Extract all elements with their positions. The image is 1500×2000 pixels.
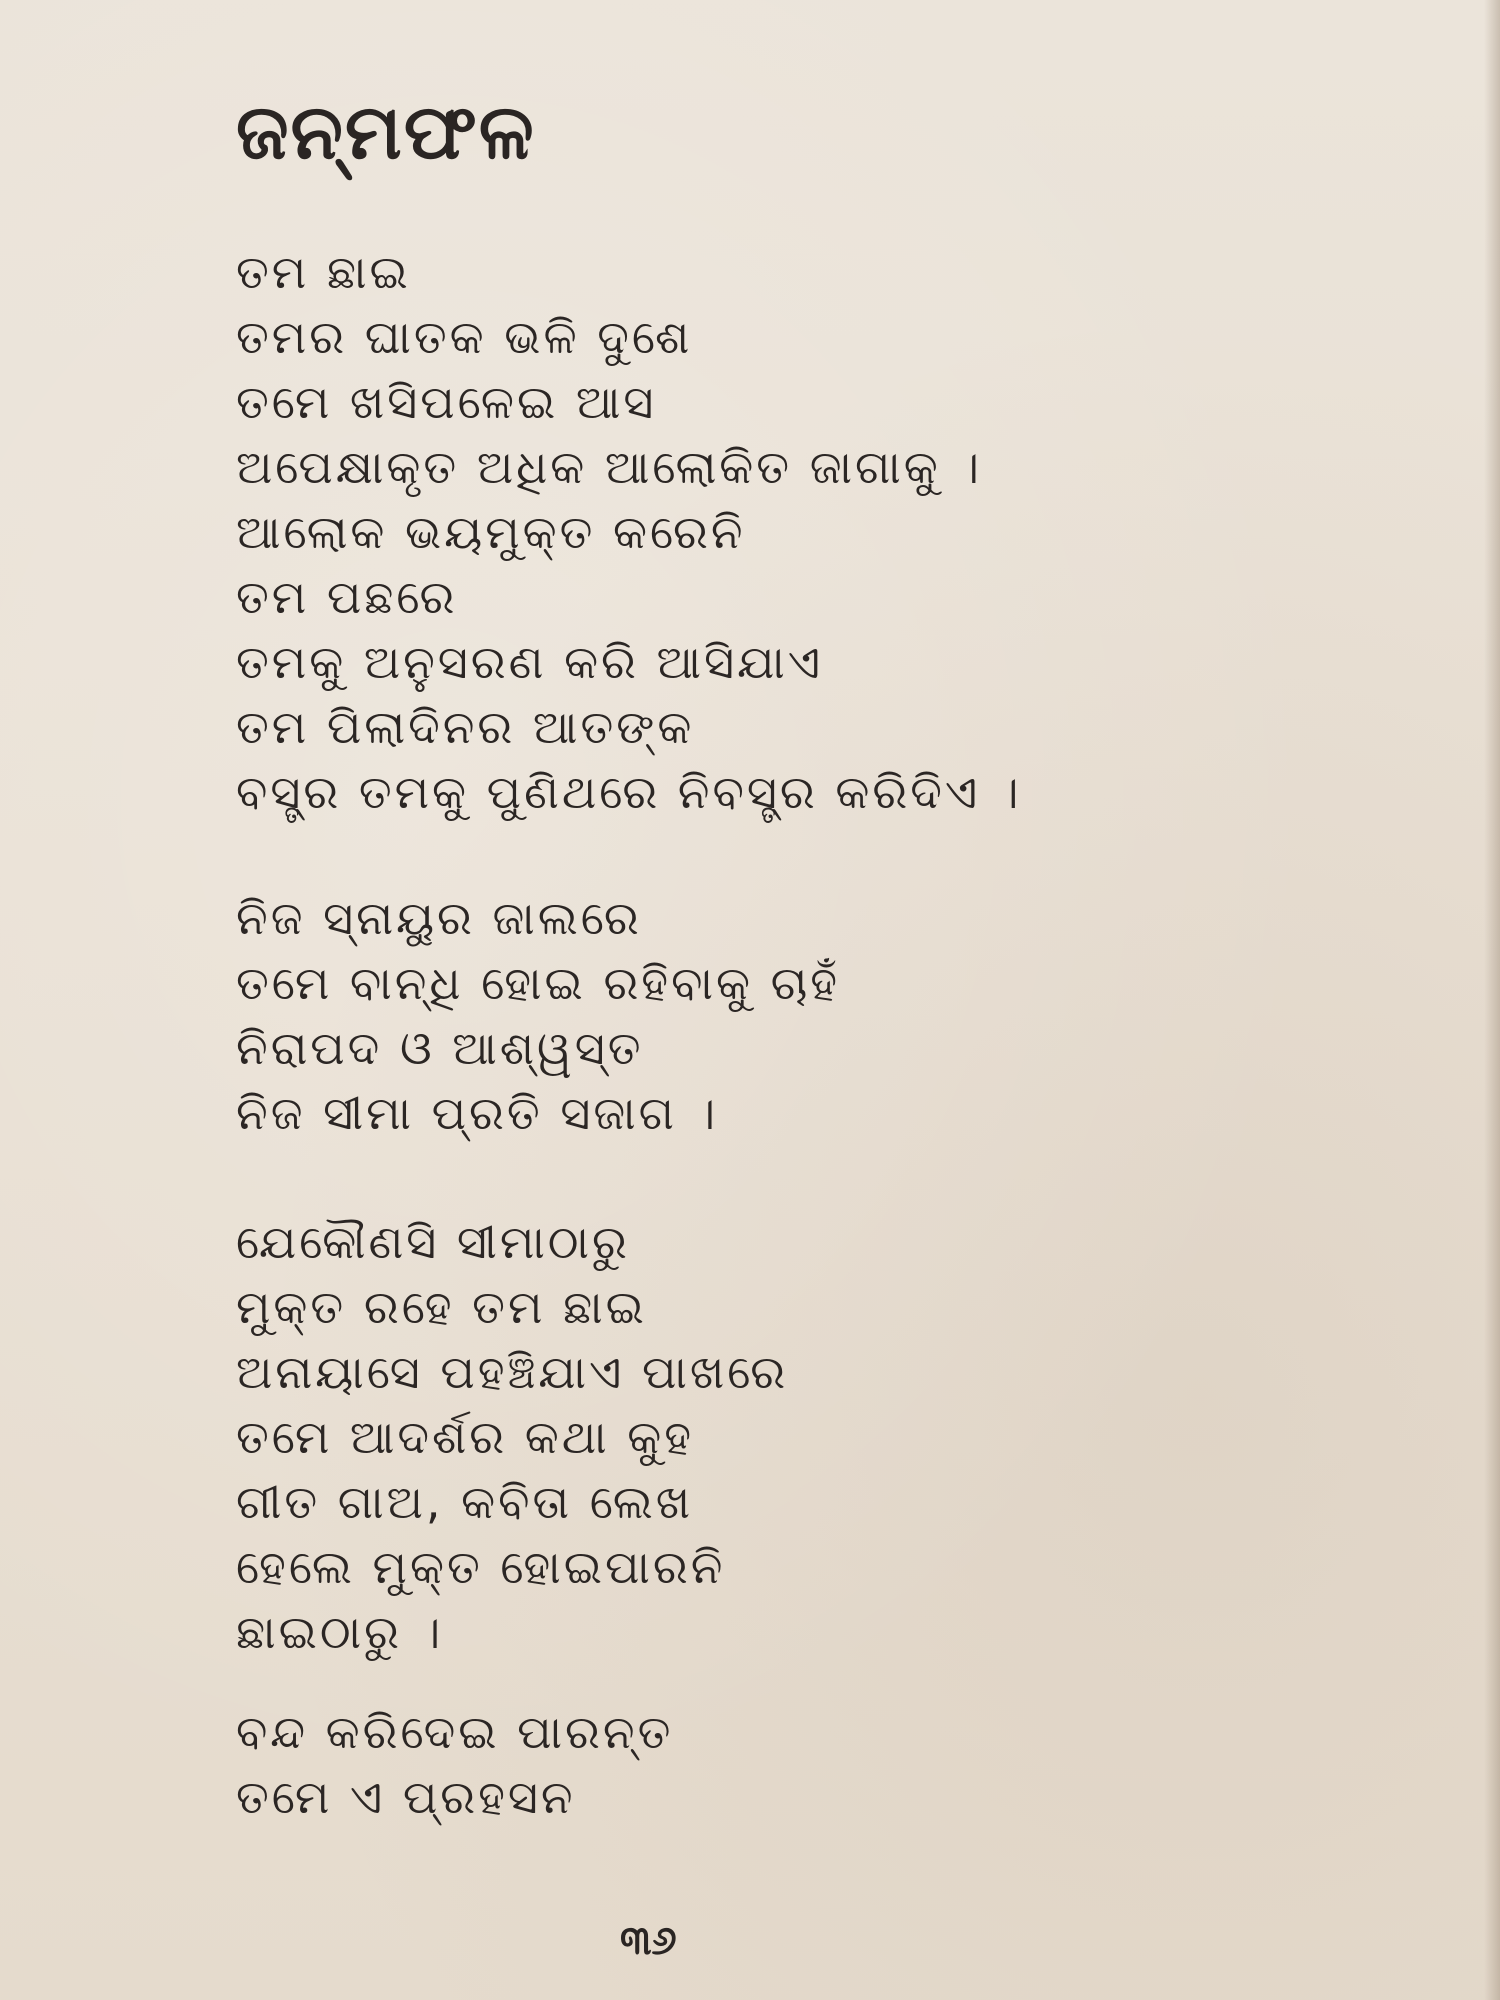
poem-line: ଗୀତ ଗାଅ, କବିତା ଲେଖ: [236, 1475, 694, 1529]
stanza-4: [236, 1700, 673, 1830]
poem-line: ନିଜ ସ୍ନାୟୁର ଜାଲରେ: [236, 891, 642, 945]
stanza-1: [236, 240, 1022, 825]
poem-line: ତମର ଘାତକ ଭଳି ଦୁଶେ: [236, 310, 693, 364]
poem-line: ନିରାପଦ ଓ ଆଶ୍ୱସ୍ତ: [236, 1021, 644, 1075]
poem-line: ହେଲେ ମୁକ୍ତ ହୋଇପାରନି: [236, 1540, 726, 1594]
page-number: ୩୬: [620, 1918, 677, 1964]
poem-line: ତମେ ଆଦର୍ଶର କଥା କୁହ: [236, 1410, 695, 1464]
poem-line: ବନ୍ଦ କରିଦେଇ ପାରନ୍ତ: [236, 1705, 674, 1759]
poem-line: ଅପେକ୍ଷାକୃତ ଅଧିକ ଆଲୋକିତ ଜାଗାକୁ ।: [236, 440, 983, 494]
stanza-2: [236, 886, 840, 1146]
poem-line: ତମେ ବାନ୍ଧି ହୋଇ ରହିବାକୁ ଚାହଁ: [236, 956, 841, 1010]
poem-title: ଜନ୍ମଫଳ: [236, 87, 536, 176]
page-edge-shadow: [1484, 0, 1500, 2000]
poem-line: ତମ ଛାଇ: [236, 245, 411, 299]
stanza-3: [236, 1210, 788, 1665]
poem-line: ତମେ ଖସିପଳେଇ ଆସ: [236, 375, 657, 429]
poem-line: ମୁକ୍ତ ରହେ ତମ ଛାଇ: [236, 1280, 647, 1334]
poem-line: ନିଜ ସୀମା ପ୍ରତି ସଜାଗ ।: [236, 1086, 719, 1140]
poem-line: ଛାଇଠାରୁ ।: [236, 1605, 444, 1659]
poem-line: ତମେ ଏ ପ୍ରହସନ: [236, 1770, 576, 1824]
poem-line: ଆଲୋକ ଭୟମୁକ୍ତ କରେନି: [236, 505, 746, 559]
poem-line: ବସ୍ତ୍ର ତମକୁ ପୁଣିଥରେ ନିବସ୍ତ୍ର କରିଦିଏ ।: [236, 765, 1022, 819]
poem-line: ଅନାୟାସେ ପହଞ୍ଚିଯାଏ ପାଖରେ: [236, 1345, 789, 1399]
poem-line: ଯେକୌଣସି ସୀମାଠାରୁ: [236, 1215, 630, 1269]
poem-line: ତମ ପଛରେ: [236, 570, 458, 624]
poem-line: ତମକୁ ଅନୁସରଣ କରି ଆସିଯାଏ: [236, 635, 824, 689]
poem-line: ତମ ପିଲାଦିନର ଆତଙ୍କ: [236, 700, 695, 754]
